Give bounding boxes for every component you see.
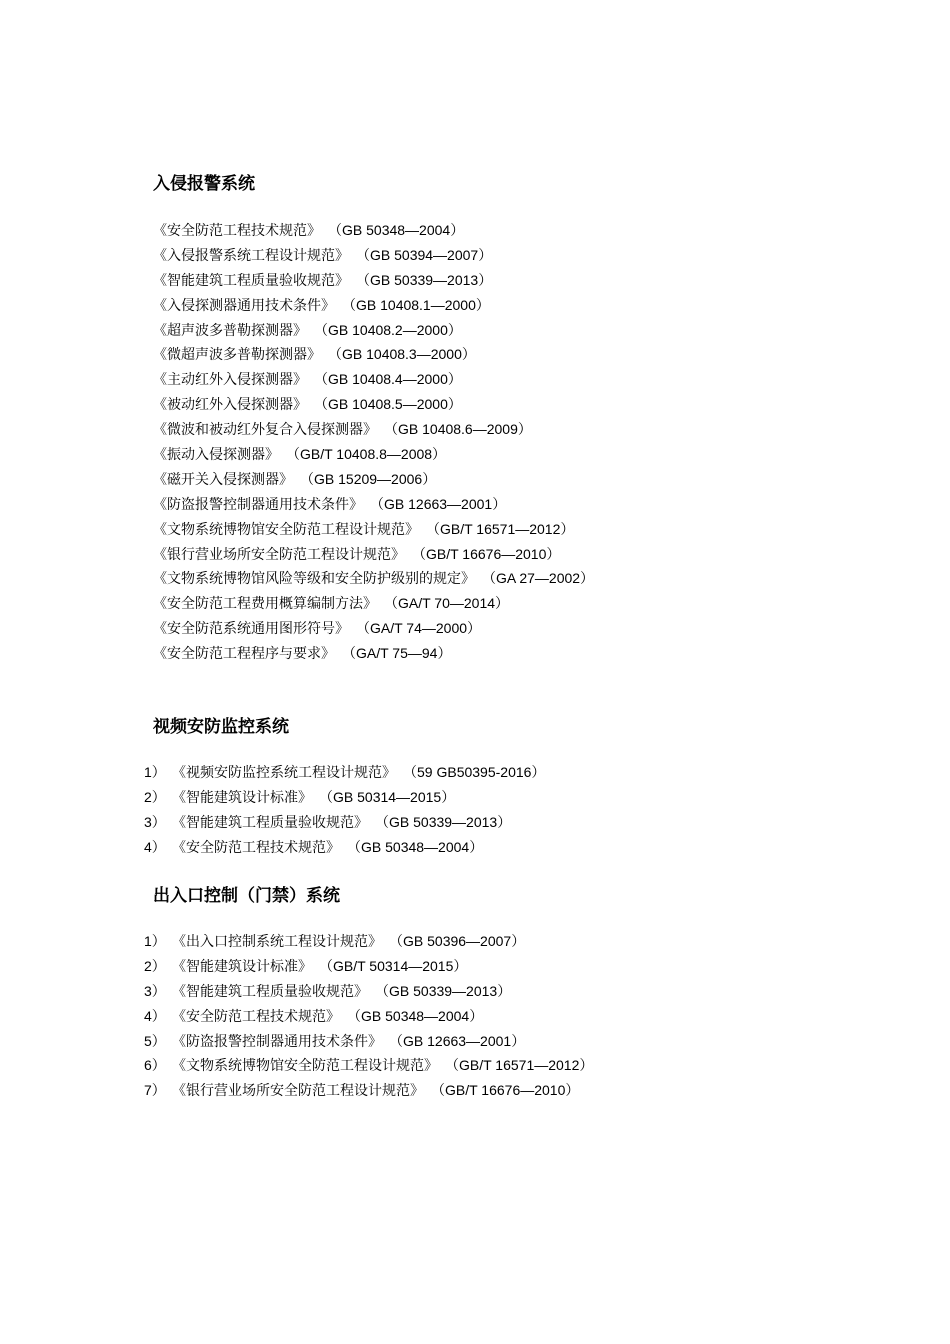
standard-title: 《文物系统博物馆安全防范工程设计规范》 bbox=[172, 1058, 438, 1075]
list-item bbox=[153, 492, 594, 517]
standard-title: 《智能建筑设计标准》 bbox=[172, 789, 312, 806]
standards-list-video-surveillance bbox=[144, 760, 545, 860]
standard-title: 《安全防范工程程序与要求》 bbox=[153, 646, 335, 663]
standard-code: （GB 50314—2015） bbox=[326, 788, 456, 805]
standard-code: （GB/T 16571—2012） bbox=[452, 1057, 594, 1074]
item-number: 5） bbox=[144, 1032, 166, 1049]
standard-code: （GB 50348—2004） bbox=[354, 1007, 484, 1024]
list-item bbox=[144, 835, 545, 860]
standard-code: （GB 12663—2001） bbox=[396, 1032, 526, 1049]
standard-code: （GB/T 50314—2015） bbox=[326, 957, 468, 974]
list-item bbox=[144, 810, 545, 835]
standard-title: 《磁开关入侵探测器》 bbox=[153, 471, 293, 488]
list-item bbox=[153, 467, 594, 492]
standard-title: 《入侵报警系统工程设计规范》 bbox=[153, 247, 349, 264]
standard-title: 《防盗报警控制器通用技术条件》 bbox=[153, 496, 363, 513]
standard-title: 《微波和被动红外复合入侵探测器》 bbox=[153, 422, 377, 439]
standard-title: 《智能建筑工程质量验收规范》 bbox=[172, 983, 368, 1000]
standard-title: 《安全防范工程技术规范》 bbox=[153, 223, 321, 239]
standards-list-intrusion-alarm bbox=[153, 218, 594, 666]
list-item bbox=[153, 218, 594, 243]
item-number: 6） bbox=[144, 1057, 166, 1074]
list-item bbox=[144, 1004, 593, 1029]
standard-code: （59 GB50395-2016） bbox=[410, 764, 546, 780]
standard-code: （GA/T 74—2000） bbox=[363, 620, 482, 637]
list-item bbox=[144, 929, 593, 954]
item-number: 1） bbox=[144, 933, 166, 949]
standard-code: （GB 10408.5—2000） bbox=[321, 396, 462, 413]
standard-title: 《智能建筑工程质量验收规范》 bbox=[153, 272, 349, 289]
list-item bbox=[144, 1078, 593, 1103]
standard-code: （GB/T 10408.8—2008） bbox=[293, 446, 447, 463]
standard-title: 《安全防范系统通用图形符号》 bbox=[153, 621, 349, 638]
list-item bbox=[153, 517, 594, 542]
standard-code: （GB/T 16571—2012） bbox=[433, 520, 575, 537]
list-item bbox=[144, 979, 593, 1004]
standard-title: 《文物系统博物馆安全防范工程设计规范》 bbox=[153, 521, 419, 538]
standards-list-access-control bbox=[144, 929, 593, 1103]
standard-code: （GA/T 70—2014） bbox=[391, 595, 510, 612]
standard-code: （GB 50396—2007） bbox=[396, 933, 526, 949]
item-number: 1） bbox=[144, 764, 166, 780]
list-item bbox=[153, 616, 594, 641]
list-item bbox=[153, 268, 594, 293]
list-item bbox=[153, 392, 594, 417]
standard-title: 《安全防范工程费用概算编制方法》 bbox=[153, 596, 377, 613]
standard-code: （GB/T 16676—2010） bbox=[419, 545, 561, 562]
standard-title: 《主动红外入侵探测器》 bbox=[153, 372, 307, 389]
list-item bbox=[153, 542, 594, 567]
standard-code: （GB/T 16676—2010） bbox=[438, 1082, 580, 1099]
list-item bbox=[144, 954, 593, 979]
standard-code: （GB 10408.1—2000） bbox=[349, 296, 490, 313]
standard-code: （GB 50394—2007） bbox=[363, 246, 493, 263]
list-item bbox=[153, 591, 594, 616]
standard-code: （GB 10408.4—2000） bbox=[321, 371, 462, 388]
section-heading-video-surveillance: 视频安防监控系统 bbox=[153, 717, 289, 737]
list-item bbox=[153, 293, 594, 318]
standard-title: 《出入口控制系统工程设计规范》 bbox=[172, 934, 382, 950]
standard-title: 《振动入侵探测器》 bbox=[153, 447, 279, 464]
standard-code: （GA/T 75—94） bbox=[349, 645, 452, 662]
standard-title: 《视频安防监控系统工程设计规范》 bbox=[172, 765, 396, 781]
section-heading-intrusion-alarm: 入侵报警系统 bbox=[153, 174, 255, 194]
standard-title: 《超声波多普勒探测器》 bbox=[153, 322, 307, 339]
standard-title: 《文物系统博物馆风险等级和安全防护级别的规定》 bbox=[153, 571, 475, 588]
standard-title: 《防盗报警控制器通用技术条件》 bbox=[172, 1033, 382, 1050]
list-item bbox=[153, 566, 594, 591]
list-item bbox=[153, 641, 594, 666]
standard-title: 《智能建筑工程质量验收规范》 bbox=[172, 814, 368, 831]
standard-title: 《被动红外入侵探测器》 bbox=[153, 397, 307, 414]
item-number: 3） bbox=[144, 982, 166, 999]
section-heading-access-control: 出入口控制（门禁）系统 bbox=[153, 886, 340, 906]
list-item bbox=[153, 342, 594, 367]
list-item bbox=[144, 1053, 593, 1078]
item-number: 4） bbox=[144, 838, 166, 855]
standard-code: （GB 50339—2013） bbox=[382, 813, 512, 830]
standard-title: 《智能建筑设计标准》 bbox=[172, 958, 312, 975]
list-item bbox=[153, 243, 594, 268]
list-item bbox=[144, 1029, 593, 1054]
item-number: 7） bbox=[144, 1082, 166, 1099]
standard-code: （GB 10408.2—2000） bbox=[321, 321, 462, 338]
item-number: 3） bbox=[144, 813, 166, 830]
list-item bbox=[153, 417, 594, 442]
list-item bbox=[153, 367, 594, 392]
standard-code: （GB 50348—2004） bbox=[354, 838, 484, 855]
standard-title: 《微超声波多普勒探测器》 bbox=[153, 347, 321, 364]
standard-code: （GA 27—2002） bbox=[489, 570, 595, 587]
item-number: 4） bbox=[144, 1007, 166, 1024]
list-item bbox=[144, 785, 545, 810]
standard-code: （GB 50348—2004） bbox=[335, 222, 465, 238]
standard-title: 《银行营业场所安全防范工程设计规范》 bbox=[172, 1083, 424, 1100]
list-item bbox=[153, 442, 594, 467]
list-item bbox=[144, 760, 545, 785]
standard-code: （GB 10408.3—2000） bbox=[335, 346, 476, 363]
standard-title: 《安全防范工程技术规范》 bbox=[172, 839, 340, 856]
standard-title: 《银行营业场所安全防范工程设计规范》 bbox=[153, 546, 405, 563]
standard-code: （GB 50339—2013） bbox=[382, 982, 512, 999]
standard-title: 《入侵探测器通用技术条件》 bbox=[153, 297, 335, 314]
item-number: 2） bbox=[144, 788, 166, 805]
standard-title: 《安全防范工程技术规范》 bbox=[172, 1008, 340, 1025]
standard-code: （GB 15209—2006） bbox=[307, 470, 437, 487]
item-number: 2） bbox=[144, 957, 166, 974]
list-item bbox=[153, 318, 594, 343]
standard-code: （GB 50339—2013） bbox=[363, 271, 493, 288]
standard-code: （GB 10408.6—2009） bbox=[391, 421, 532, 438]
standard-code: （GB 12663—2001） bbox=[377, 495, 507, 512]
